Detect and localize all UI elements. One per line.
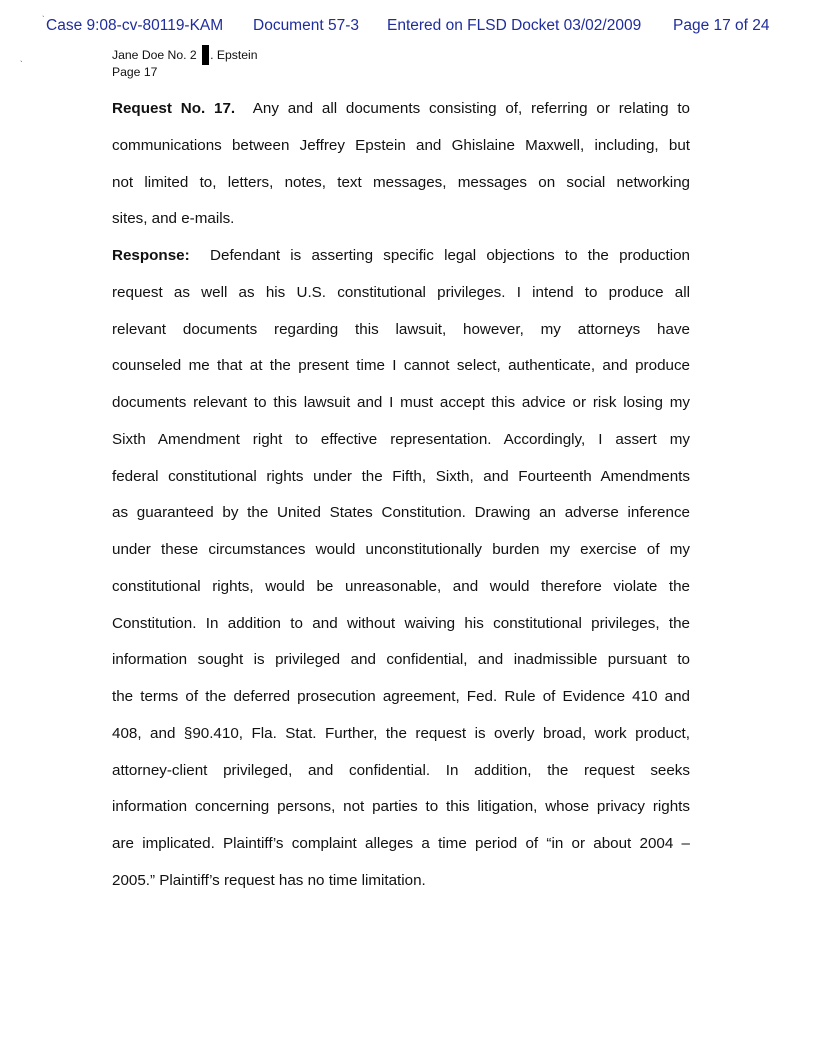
text-line: federal constitutional rights under the Fifth, Sixth, and Fourteenth Amendments (112, 467, 690, 485)
case-number: Case 9:08-cv-80119-KAM (46, 17, 224, 34)
text-line: attorney-client privileged, and confidential. In addition, the request seeks (112, 761, 690, 779)
text-line: Sixth Amendment right to effective representation. Accordingly, I assert my (112, 430, 690, 448)
text-line: Response: Defendant is asserting specific legal objections to the production (112, 247, 690, 264)
running-header (112, 45, 258, 80)
text-line: Request No. 17. Any and all documents consisting of, referring or relating to (112, 100, 690, 117)
document-body (112, 91, 690, 900)
text-line: 2005.” Plaintiff’s request has no time limitation. (112, 871, 426, 889)
header-page-number: Page 17 (112, 65, 158, 79)
text-line: the terms of the deferred prosecution agreement, Fed. Rule of Evidence 410 and (112, 688, 690, 705)
scan-mark: ` (42, 15, 45, 24)
docket-stamp (40, 17, 780, 39)
text-line: Constitution. In addition to and without waiving his constitutional privileges, the (112, 614, 690, 632)
entered-date: Entered on FLSD Docket 03/02/2009 (387, 17, 642, 34)
text-line: relevant documents regarding this lawsuit, however, my attorneys have (112, 320, 690, 338)
text-line: information sought is privileged and confidential, and inadmissible pursuant to (112, 651, 690, 669)
text-line: request as well as his U.S. constitutional privileges. I intend to produce all (112, 283, 690, 301)
text-line: sites, and e-mails. (112, 210, 235, 228)
text-line: counseled me that at the present time I cannot select, authenticate, and produce (112, 357, 690, 375)
text-line: constitutional rights, would be unreasonable, and would therefore violate the (112, 577, 690, 595)
text-line: under these circumstances would unconstitutionally burden my exercise of my (112, 541, 690, 558)
text-line: 408, and §90.410, Fla. Stat. Further, the request is overly broad, work product, (112, 724, 690, 742)
text-line: not limited to, letters, notes, text messages, messages on social networking (112, 173, 690, 191)
response-label: Response: (112, 247, 190, 264)
text-line: communications between Jeffrey Epstein and Ghislaine Maxwell, including, but (112, 136, 690, 154)
response-paragraph (112, 238, 690, 900)
request-paragraph (112, 91, 690, 238)
text-line: information concerning persons, not parties to this litigation, whose privacy rights (112, 798, 690, 816)
text-line: are implicated. Plaintiff’s complaint alleges a time period of “in or about 2004 – (112, 835, 690, 852)
text-line: as guaranteed by the United States Constitution. Drawing an adverse inference (112, 504, 690, 522)
scan-mark: ` (20, 60, 23, 69)
text-line: documents relevant to this lawsuit and I must accept this advice or risk losing my (112, 394, 690, 411)
redaction-bar (202, 45, 209, 65)
document-number: Document 57-3 (253, 17, 359, 34)
request-label: Request No. 17. (112, 100, 236, 117)
case-title: Jane Doe No. 2 . Epstein (112, 45, 258, 65)
page-count: Page 17 of 24 (673, 17, 770, 34)
